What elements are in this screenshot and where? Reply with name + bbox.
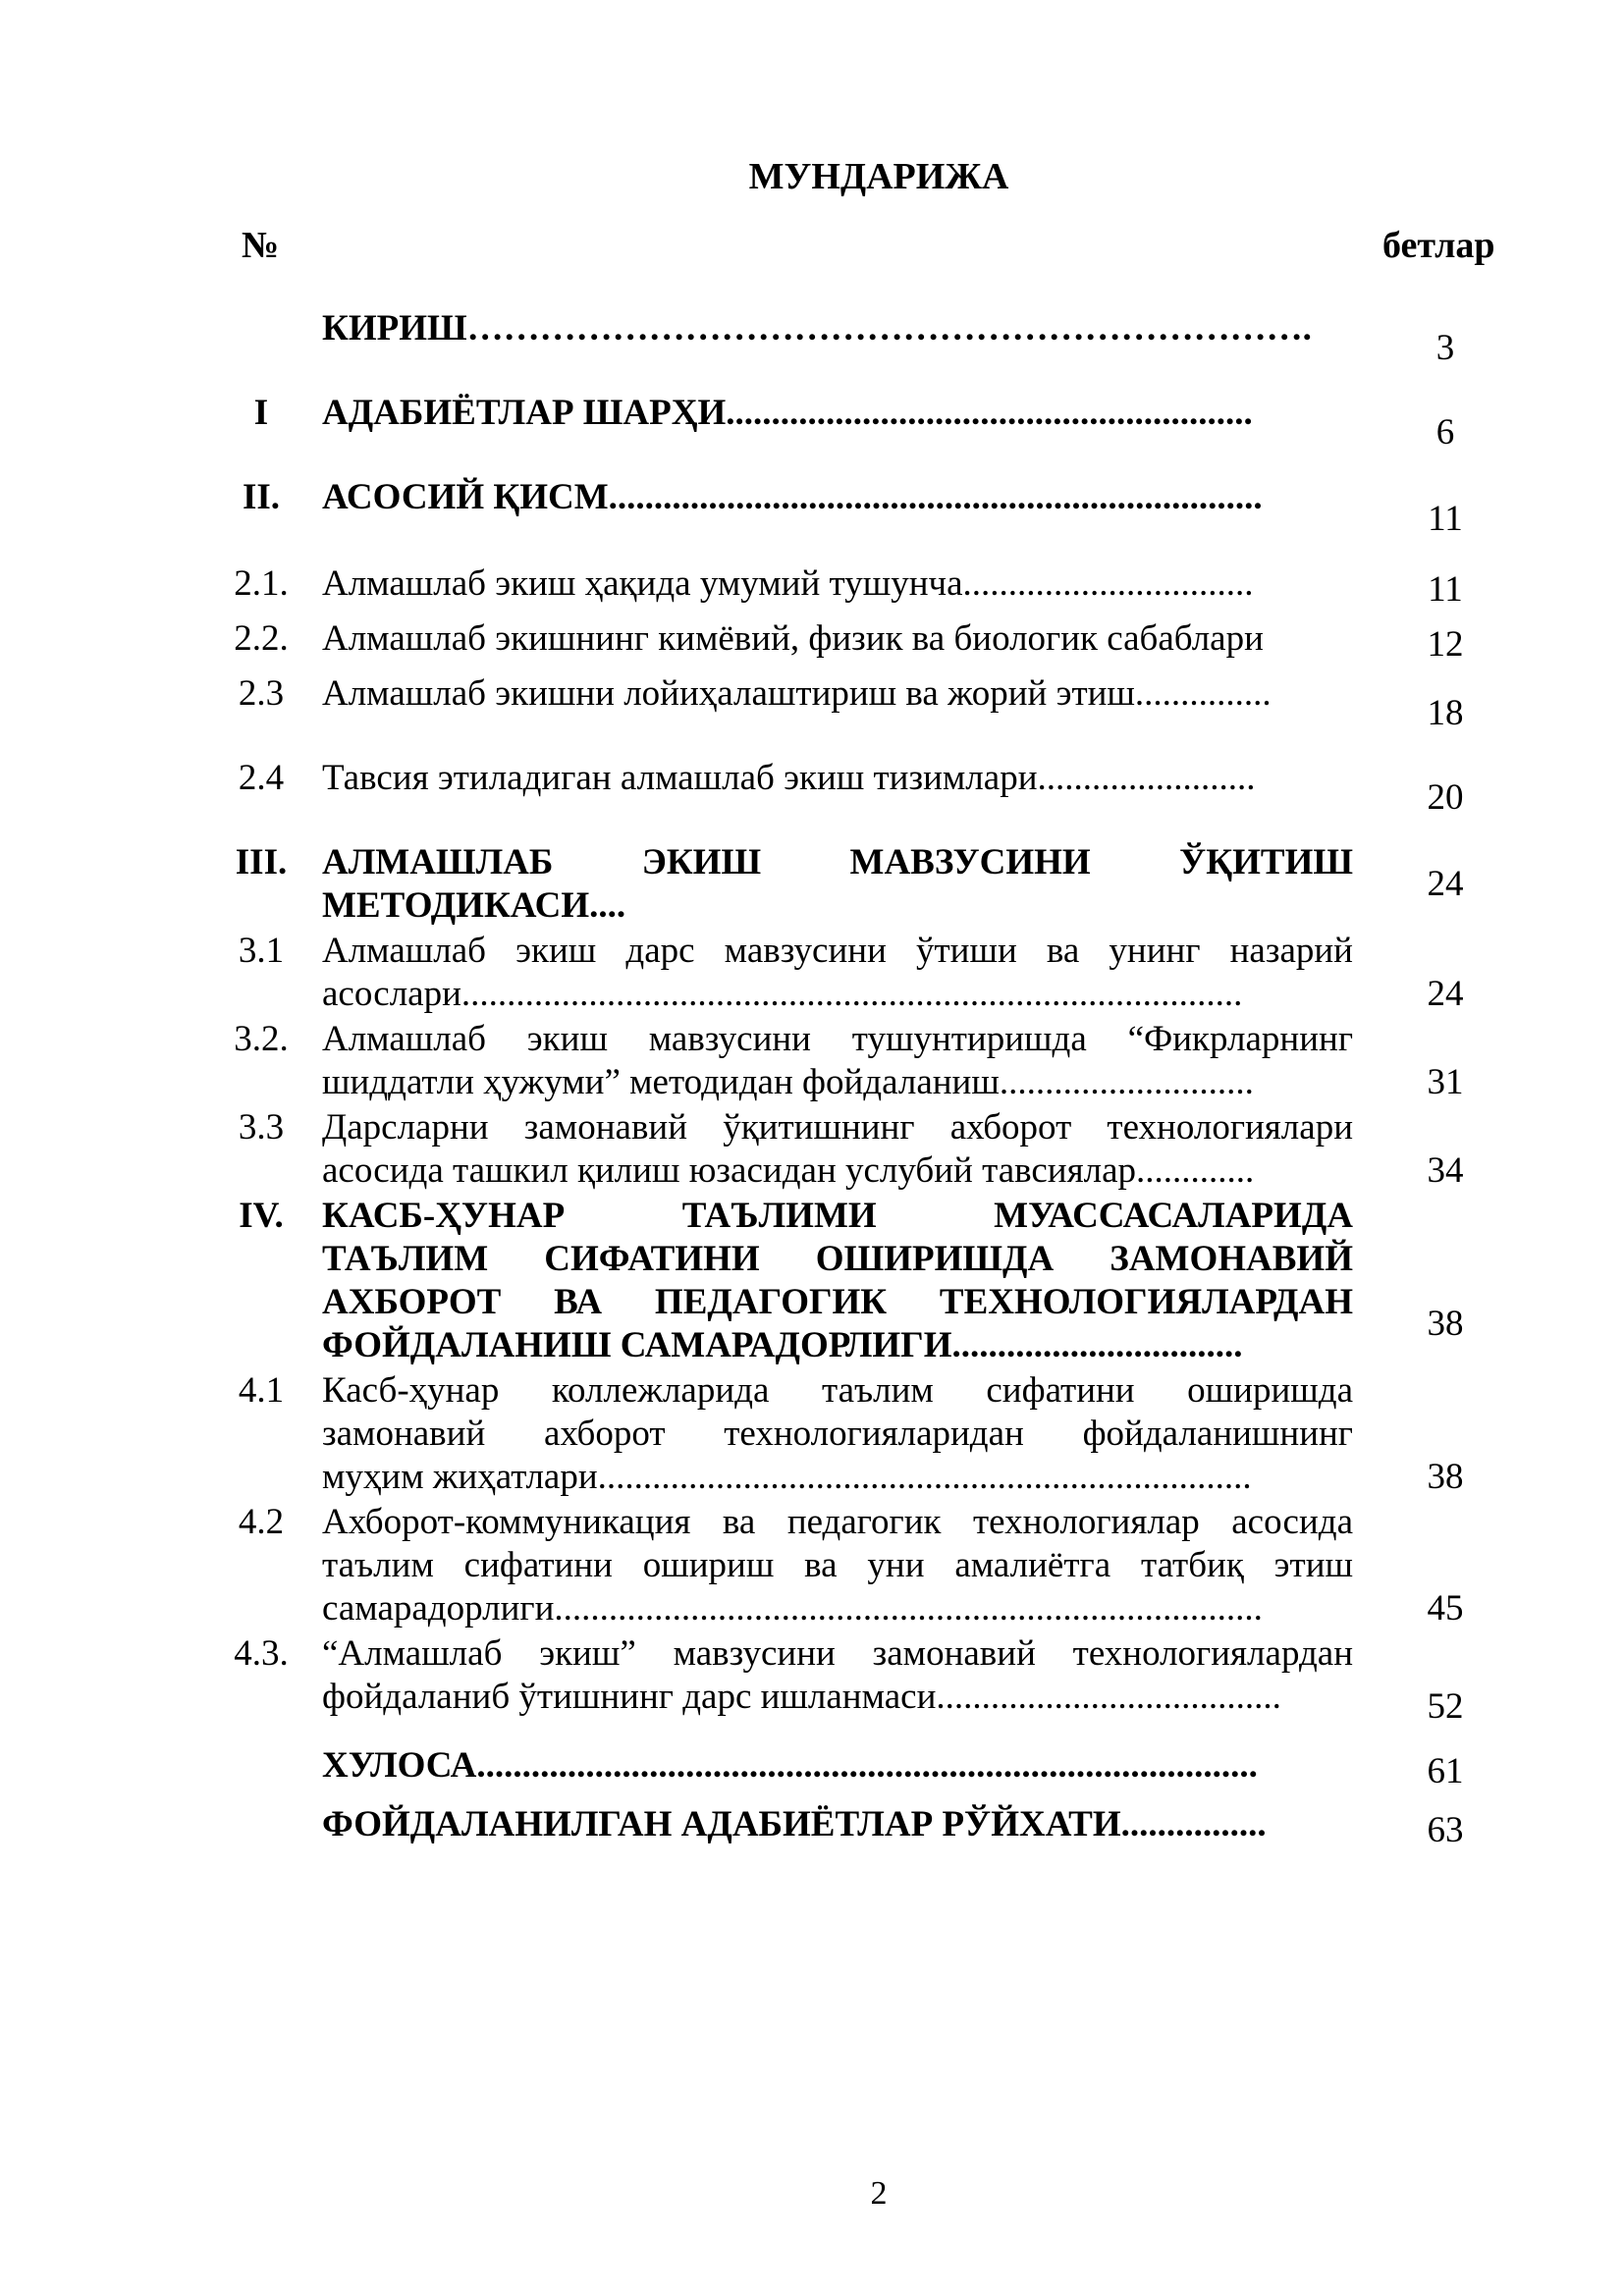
toc-entry-references: ФОЙДАЛАНИЛГАН АДАБИЁТЛАР РЎЙХАТИ................ [322,1804,1267,1844]
page-title: МУНДАРИЖА [748,156,1009,197]
toc-page-2-3: 18 [1427,693,1464,733]
toc-entry-3-3-line-1: Дарсларни замонавий ўқитишнинг ахборот технологиялари [322,1107,1353,1148]
toc-entry-intro: КИРИШ……………………………………………………………. [322,308,1312,348]
toc-page-4-3: 52 [1427,1686,1464,1727]
toc-entry-3-1-line-1: Алмашлаб экиш дарс мавзусини ўтиши ва унинг назарий [322,931,1353,971]
toc-entry-4-3-line-2: фойдаланиб ўтишнинг дарс ишланмаси...................................... [322,1677,1281,1717]
toc-number-3: III. [235,842,288,882]
toc-entry-4-2-line-3: самарадорлиги.............................................................................. [322,1588,1263,1629]
toc-number-2-3: 2.3 [238,673,285,714]
toc-entry-3-1-line-2: асослари...................................................................................... [322,974,1243,1014]
toc-entry-4-3-line-1: “Алмашлаб экиш” мавзусини замонавий технологиялардан [322,1633,1353,1674]
toc-entry-3-line-2: МЕТОДИКАСИ.... [322,885,626,926]
toc-entry-4-2-line-1: Ахборот-коммуникация ва педагогик технологиялар асосида [322,1502,1353,1542]
toc-number-1: I [253,393,269,433]
toc-entry-4-line-2: ТАЪЛИМ СИФАТИНИ ОШИРИШДА ЗАМОНАВИЙ [322,1239,1353,1279]
toc-entry-3-2-line-1: Алмашлаб экиш мавзусини тушунтиришда “Фикрларнинг [322,1019,1353,1059]
toc-entry-4-2-line-2: таълим сифатини ошириш ва уни амалиётга татбиқ этиш [322,1545,1353,1585]
toc-entry-2-3: Алмашлаб экишни лойиҳалаштириш ва жорий этиш............... [322,673,1272,714]
toc-number-3-1: 3.1 [238,931,285,971]
toc-page-4-1: 38 [1427,1457,1464,1497]
toc-page-4-2: 45 [1427,1588,1464,1629]
toc-page-3-1: 24 [1427,974,1464,1014]
toc-page-4: 38 [1427,1304,1464,1344]
toc-entry-3-2-line-2: шиддатли ҳужуми” методидан фойдаланиш............................ [322,1062,1254,1102]
toc-page-3: 24 [1427,864,1464,904]
toc-number-3-3: 3.3 [238,1107,285,1148]
toc-number-2-4: 2.4 [238,758,285,798]
toc-entry-4-1-line-1: Касб-ҳунар коллежларида таълим сифатини оширишда [322,1370,1353,1411]
toc-entry-4-line-3: АХБОРОТ ВА ПЕДАГОГИК ТЕХНОЛОГИЯЛАРДАН [322,1282,1353,1322]
toc-page-references: 63 [1427,1810,1464,1850]
toc-page-2-4: 20 [1427,777,1464,818]
toc-page-3-3: 34 [1427,1150,1464,1191]
toc-entry-literature-review: АДАБИЁТЛАР ШАРҲИ.......................................................... [322,393,1253,433]
toc-entry-3-3-line-2: асосида ташкил қилиш юзасидан услубий тавсиялар............. [322,1150,1255,1191]
toc-number-2: II. [242,477,281,517]
toc-entry-4-1-line-3: муҳим жиҳатлари........................................................................ [322,1457,1252,1497]
toc-page-main-part: 11 [1428,499,1463,539]
toc-page-3-2: 31 [1427,1062,1464,1102]
pages-column-header: бетлар [1382,225,1495,266]
toc-number-4: IV. [239,1196,284,1236]
toc-entry-conclusion: ХУЛОСА...................................................................................... [322,1745,1258,1786]
toc-entry-4-line-4: ФОЙДАЛАНИШ САМАРАДОРЛИГИ................................ [322,1325,1243,1365]
toc-entry-main-part: АСОСИЙ ҚИСМ........................................................................ [322,477,1263,517]
toc-entry-4-line-1: КАСБ-ҲУНАР ТАЪЛИМИ МУАССАСАЛАРИДА [322,1196,1353,1236]
toc-number-2-1: 2.1. [234,563,289,604]
toc-entry-3-line-1: АЛМАШЛАБ ЭКИШ МАВЗУСИНИ ЎҚИТИШ [322,842,1353,882]
toc-entry-4-1-line-2: замонавий ахборот технологияларидан фойдаланишнинг [322,1414,1353,1454]
toc-entry-2-2: Алмашлаб экишнинг кимёвий, физик ва биологик сабаблари [322,618,1264,659]
toc-page-literature-review: 6 [1435,412,1455,453]
toc-page-intro: 3 [1435,328,1455,368]
toc-number-2-2: 2.2. [234,618,289,659]
toc-number-4-2: 4.2 [238,1502,285,1542]
toc-page-conclusion: 61 [1427,1751,1464,1791]
page-number: 2 [870,2175,888,2212]
toc-entry-2-4: Тавсия этиладиган алмашлаб экиш тизимлари........................ [322,758,1256,798]
toc-page-2-1: 11 [1428,569,1463,610]
toc-number-4-3: 4.3. [234,1633,289,1674]
toc-page-2-2: 12 [1427,624,1464,665]
toc-number-4-1: 4.1 [238,1370,285,1411]
number-column-header: № [242,225,280,266]
toc-entry-2-1: Алмашлаб экиш ҳақида умумий тушунча................................ [322,563,1254,604]
toc-number-3-2: 3.2. [234,1019,289,1059]
